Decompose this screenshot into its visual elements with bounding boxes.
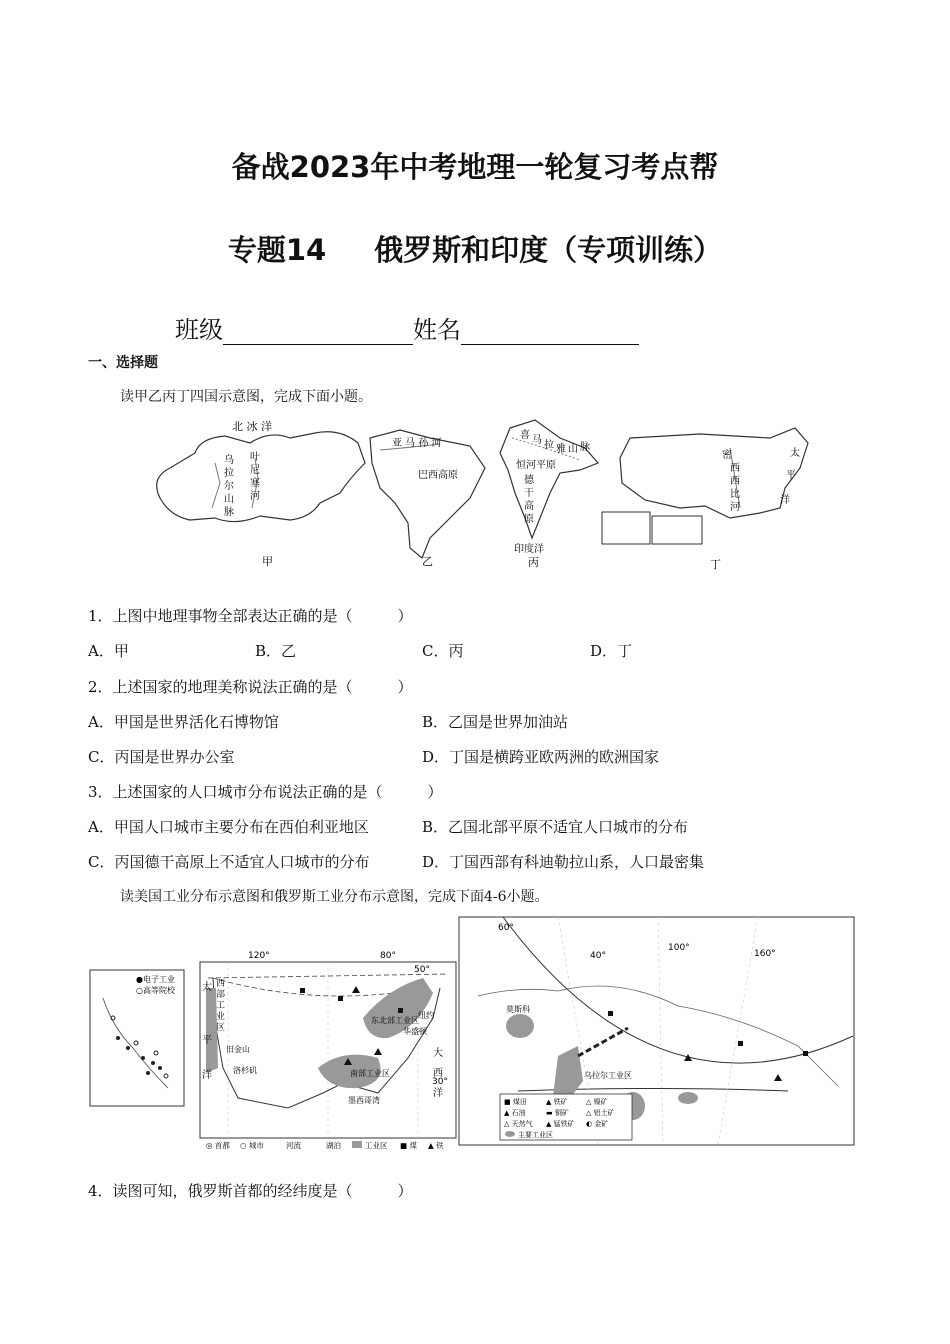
label-deccan-1: 德 bbox=[524, 475, 534, 486]
label-ganges-plain: 恒河平原 bbox=[516, 460, 556, 471]
section-heading: 一、选择题 bbox=[88, 355, 158, 371]
label-ural-4: 山 bbox=[224, 494, 234, 505]
label-himalaya-2: 马 bbox=[532, 435, 542, 446]
inset-legend-electronics: ●电子工业 bbox=[136, 975, 175, 984]
label-ding: 丁 bbox=[710, 558, 721, 571]
name-label: 姓名 bbox=[413, 316, 461, 344]
inset-legend-universities: ○高等院校 bbox=[136, 986, 175, 995]
label-mississippi-1: 密 bbox=[722, 450, 732, 461]
legend-river: 河流 bbox=[286, 1141, 301, 1150]
intro-text-1: 读甲乙丙丁四国示意图，完成下面小题。 bbox=[120, 389, 372, 405]
legend-iron-ore: ▲ 铁矿 bbox=[546, 1098, 568, 1106]
label-indian-ocean: 印度洋 bbox=[514, 544, 544, 555]
legend-capital: ◎ 首都 bbox=[206, 1141, 230, 1150]
label-ural-3: 尔 bbox=[224, 481, 234, 492]
legend-main-industry: 主要工业区 bbox=[518, 1131, 553, 1139]
label-mississippi-5: 河 bbox=[730, 502, 740, 513]
label-yenisei-1: 叶 bbox=[250, 452, 260, 463]
russia-outline bbox=[157, 432, 365, 522]
legend-oil: ▲ 石油 bbox=[504, 1109, 526, 1117]
label-moscow: 莫斯科 bbox=[506, 1005, 530, 1014]
lon-160: 160° bbox=[754, 949, 776, 959]
legend-coalfield: ■ 煤田 bbox=[504, 1098, 527, 1106]
label-pacific-2: 平 bbox=[786, 470, 796, 481]
label-west-2: 部 bbox=[216, 990, 226, 1000]
label-atlantic-1: 大 bbox=[433, 1048, 443, 1059]
label-bing: 丙 bbox=[528, 556, 539, 569]
subtitle bbox=[0, 228, 950, 269]
subtitle-topic-number: 专题14 bbox=[227, 233, 327, 267]
label-himalaya-5: 山 bbox=[568, 444, 578, 455]
legend-gold: ◐ 金矿 bbox=[586, 1120, 609, 1128]
legend-iron: ▲ 铁 bbox=[428, 1141, 444, 1150]
label-arctic-ocean: 北 冰 洋 bbox=[232, 420, 272, 433]
label-deccan-2: 干 bbox=[524, 488, 534, 499]
lon-60: 60° bbox=[498, 923, 514, 933]
label-yenisei-3: 塞 bbox=[250, 478, 260, 489]
label-himalaya-3: 拉 bbox=[544, 440, 554, 451]
label-pacific-us-3: 洋 bbox=[202, 1070, 212, 1081]
question-4-stem: 4．读图可知，俄罗斯首都的经纬度是（ ） bbox=[88, 1182, 413, 1200]
legend-industry-zone: 工业区 bbox=[365, 1141, 388, 1150]
q3-option-c[interactable]: C．丙国德干高原上不适宜人口城市的分布 bbox=[88, 853, 370, 871]
us-industry-map bbox=[88, 948, 458, 1153]
q3-option-d[interactable]: D．丁国西部有科迪勒拉山系，人口最密集 bbox=[422, 853, 705, 871]
q3-option-b[interactable]: B．乙国北部平原不适宜人口城市的分布 bbox=[422, 818, 689, 836]
class-blank[interactable] bbox=[223, 318, 413, 345]
legend-coal: ■ 煤 bbox=[400, 1141, 417, 1150]
name-blank[interactable] bbox=[461, 318, 639, 345]
q1-option-d[interactable]: D．丁 bbox=[590, 642, 633, 660]
label-west-5: 区 bbox=[216, 1023, 226, 1033]
city-new-york: 纽约 bbox=[418, 1011, 434, 1020]
label-jia: 甲 bbox=[262, 555, 273, 568]
intro-text-2: 读美国工业分布示意图和俄罗斯工业分布示意图，完成下面4-6小题。 bbox=[120, 889, 549, 905]
label-deccan-4: 原 bbox=[524, 514, 534, 525]
city-los-angeles: 洛杉矶 bbox=[233, 1066, 257, 1075]
question-3-stem: 3．上述国家的人口城市分布说法正确的是（ ） bbox=[88, 783, 443, 801]
label-himalaya-6: 脉 bbox=[580, 442, 590, 453]
page-title: 备战2023年中考地理一轮复习考点帮 bbox=[231, 150, 719, 184]
legend-manganese: ▲ 锰铁矿 bbox=[546, 1120, 575, 1128]
label-yenisei-2: 尼 bbox=[250, 465, 260, 476]
subtitle-topic: 俄罗斯和印度（专项训练） bbox=[374, 233, 723, 267]
label-yenisei-4: 河 bbox=[250, 491, 260, 502]
class-label: 班级 bbox=[175, 316, 223, 344]
lon-120: 120° bbox=[248, 951, 270, 961]
label-west-1: 西 bbox=[216, 979, 226, 989]
label-ural-1: 乌 bbox=[224, 455, 234, 466]
class-name-line bbox=[175, 310, 639, 345]
lon-50: 50° bbox=[414, 965, 430, 975]
label-himalaya-4: 雅 bbox=[556, 444, 566, 455]
legend-city: ○ 城市 bbox=[240, 1141, 264, 1150]
russia-industry-map bbox=[458, 916, 855, 1146]
label-pacific-us-1: 太 bbox=[202, 982, 212, 993]
label-west-3: 工 bbox=[216, 1001, 226, 1011]
label-mississippi-4: 比 bbox=[730, 489, 740, 500]
label-gulf-mexico: 墨西哥湾 bbox=[348, 1096, 380, 1105]
label-pacific-1: 太 bbox=[790, 448, 800, 459]
q1-option-c[interactable]: C．丙 bbox=[422, 642, 464, 660]
question-1-stem: 1．上图中地理事物全部表达正确的是（ ） bbox=[88, 607, 413, 625]
q1-option-a[interactable]: A．甲 bbox=[88, 642, 129, 660]
moscow-industry-zone bbox=[506, 1014, 534, 1038]
city-san-francisco: 旧金山 bbox=[226, 1045, 250, 1054]
city-washington: 华盛顿 bbox=[403, 1027, 427, 1036]
q1-option-b[interactable]: B．乙 bbox=[255, 642, 297, 660]
label-south-industry: 南部工业区 bbox=[350, 1069, 390, 1078]
label-mississippi-3: 西 bbox=[730, 476, 740, 487]
label-mississippi-2: 西 bbox=[730, 463, 740, 474]
legend-gas: △ 天然气 bbox=[504, 1120, 533, 1128]
label-west-4: 业 bbox=[216, 1012, 226, 1022]
label-deccan-3: 高 bbox=[524, 501, 534, 512]
legend-nickel: △ 镍矿 bbox=[586, 1098, 608, 1106]
lon-100: 100° bbox=[668, 943, 690, 953]
legend-copper: ▬ 铜矿 bbox=[546, 1109, 569, 1117]
question-2-stem: 2．上述国家的地理美称说法正确的是（ ） bbox=[88, 678, 413, 696]
q3-option-a[interactable]: A．甲国人口城市主要分布在西伯利亚地区 bbox=[88, 818, 369, 836]
india-outline bbox=[500, 420, 598, 538]
q2-option-a[interactable]: A．甲国是世界活化石博物馆 bbox=[88, 713, 279, 731]
label-himalaya-1: 喜 bbox=[520, 430, 530, 441]
lon-80: 80° bbox=[380, 951, 396, 961]
label-pacific-us-2: 平 bbox=[202, 1035, 212, 1046]
label-atlantic-2: 西 bbox=[433, 1068, 443, 1079]
label-yi: 乙 bbox=[422, 555, 433, 568]
label-pacific-3: 洋 bbox=[780, 495, 790, 506]
label-atlantic-3: 洋 bbox=[433, 1088, 443, 1099]
label-brazil-plateau: 巴西高原 bbox=[418, 470, 458, 481]
legend-bauxite: △ 铝土矿 bbox=[586, 1109, 615, 1117]
q2-option-c[interactable]: C．丙国是世界办公室 bbox=[88, 748, 235, 766]
q2-option-d[interactable]: D．丁国是横跨亚欧两洲的欧洲国家 bbox=[422, 748, 660, 766]
label-ural-industry: 乌拉尔工业区 bbox=[584, 1071, 632, 1080]
label-amazon: 亚 马 孙 河 bbox=[392, 438, 442, 449]
lon-40: 40° bbox=[590, 951, 606, 961]
lat-30: 30° bbox=[432, 1077, 448, 1087]
label-ural-2: 拉 bbox=[224, 468, 234, 479]
q2-option-b[interactable]: B．乙国是世界加油站 bbox=[422, 713, 569, 731]
label-ural-5: 脉 bbox=[224, 507, 234, 518]
label-northeast-industry: 东北部工业区 bbox=[371, 1016, 419, 1025]
legend-lake: 湖泊 bbox=[326, 1141, 341, 1150]
four-countries-map bbox=[140, 408, 820, 574]
